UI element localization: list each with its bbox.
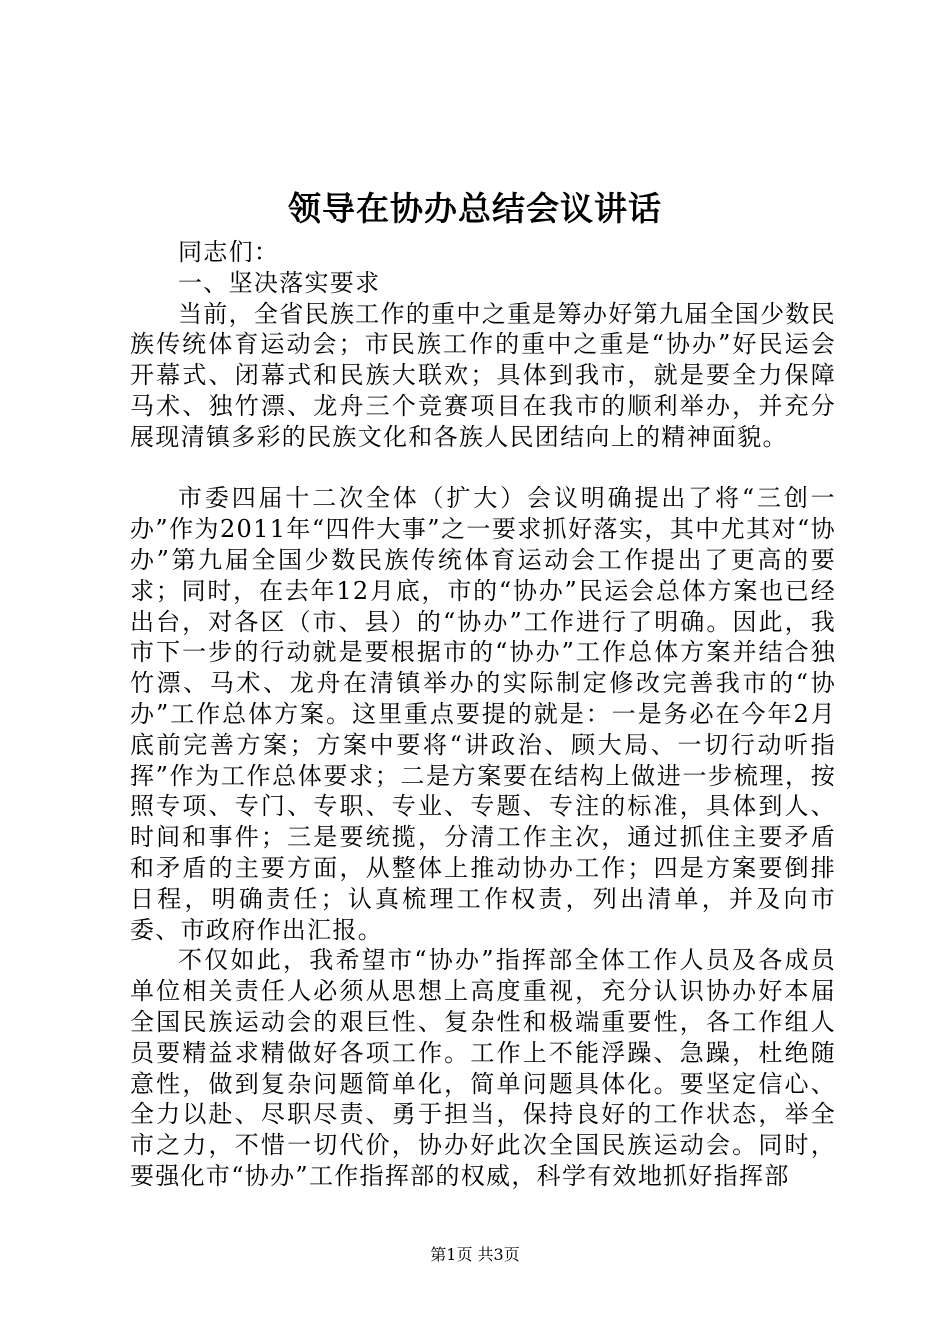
paragraph-1: 当前，全省民族工作的重中之重是筹办好第九届全国少数民族传统体育运动会；市民族工作的重中之重是“协办”好民运会开幕式、闭幕式和民族大联欢；具体到我市，就是要全力保障马术、独竹漂、龙舟三个竞赛项目在我市的顺利举办，并充分展现清镇多彩的民族文化和各族人民团结向上的精神面貌。 — [130, 299, 836, 451]
salutation: 同志们： — [178, 238, 280, 266]
document-body — [130, 237, 836, 1192]
document-title: 领导在协办总结会议讲话 — [288, 189, 662, 228]
paragraph-spacer — [130, 453, 836, 484]
section-heading: 一、坚决落实要求 — [178, 268, 381, 297]
page-footer: 第1页 共3页 — [430, 1245, 520, 1264]
paragraph-2: 市委四届十二次全体（扩大）会议明确提出了将“三创一办”作为2011年“四件大事”之一要求抓好落实，其中尤其对“协办”第九届全国少数民族传统体育运动会工作提出了更高的要求；同时，在去年12月底，市的“协办”民运会总体方案也已经出台，对各区（市、县）的“协办”工作进行了明确。因此，我市下一步的行动就是要根据市的“协办”工作总体方案并结合独竹漂、马术、龙舟在清镇举办的实际制定修改完善我市的“协办”工作总体方案。这里重点要提的就是：一是务必在今年2月底前完善方案；方案中要将“讲政治、顾大局、一切行动听指挥”作为工作总体要求；二是方案要在结构上做进一步梳理，按照专项、专门、专职、专业、专题、专注的标准，具体到人、时间和事件；三是要统揽，分清工作主次，通过抓住主要矛盾和矛盾的主要方面，从整体上推动协办工作；四是方案要倒排日程，明确责任；认真梳理工作权责，列出清单，并及向市委、市政府作出汇报。 — [130, 484, 836, 944]
paragraph-3: 不仅如此，我希望市“协办”指挥部全体工作人员及各成员单位相关责任人必须从思想上高度重视，充分认识协办好本届全国民族运动会的艰巨性、复杂性和极端重要性，各工作组人员要精益求精做好各项工作。工作上不能浮躁、急躁，杜绝随意性，做到复杂问题简单化，简单问题具体化。要坚定信心、全力以赴、尽职尽责、勇于担当，保持良好的工作状态，举全市之力，不惜一切代价，协办好此次全国民族运动会。同时，要强化市“协办”工作指挥部的权威，科学有效地抓好指挥部 — [130, 946, 836, 1190]
